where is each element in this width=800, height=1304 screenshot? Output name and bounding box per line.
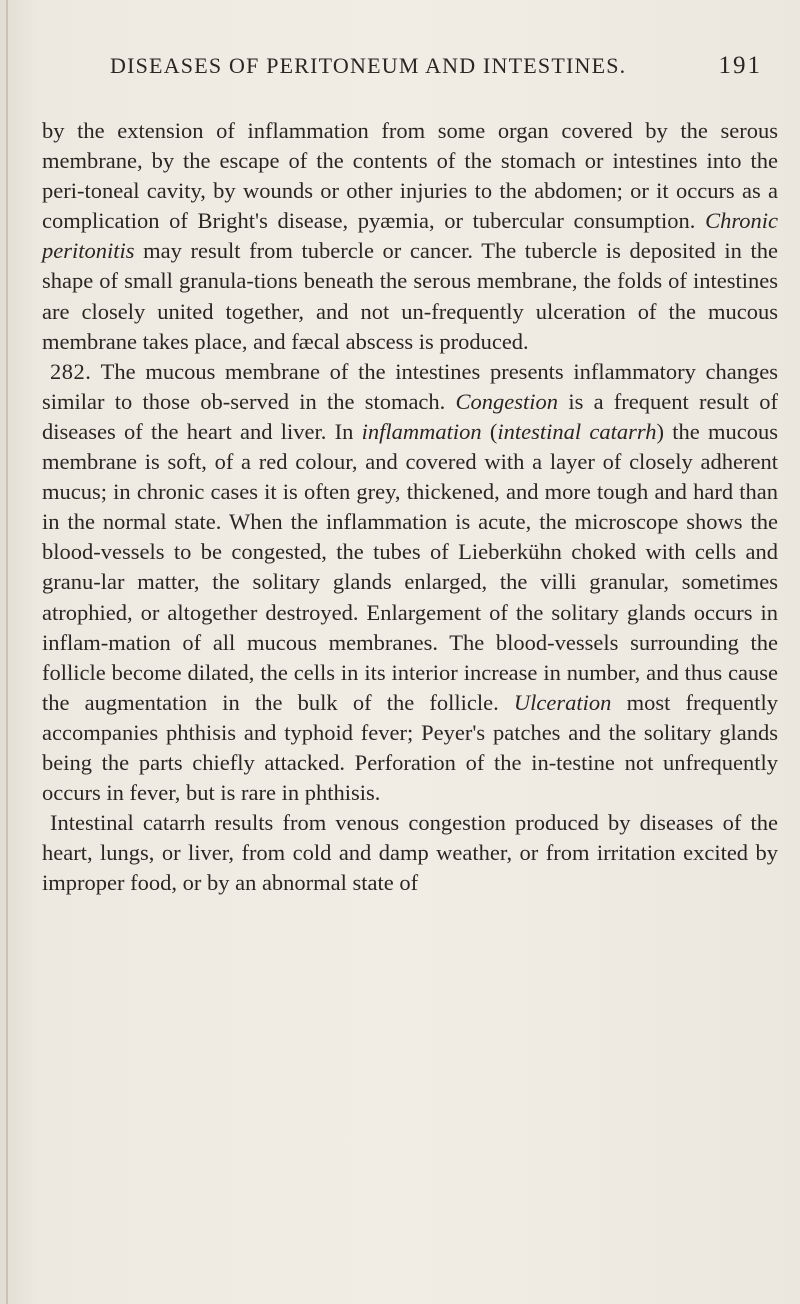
- paragraph-2-text-b: is a frequent result of diseases of the heart and liver. In: [42, 388, 778, 444]
- term-congestion: Congestion: [455, 388, 559, 414]
- paragraph-1-text-b: may result from tubercle or cancer. The tubercle is deposited in the shape of small granula-tions beneath the serous membrane, the folds of intestines are closely united together, and not un-frequently ulceration of the mucous membrane takes place, and fæcal abscess is produced.: [42, 238, 778, 354]
- paragraph-2-text-a: The mucous membrane of the intestines presents inflammatory changes similar to those ob-served in the stomach.: [42, 358, 778, 414]
- paragraph-2-text-e: most frequently accompanies phthisis and typhoid fever; Peyer's patches and the solitary glands being the parts chiefly attacked. Perforation of the in-testine not unfrequently occurs in fever, but is rare in phthisis.: [42, 689, 778, 806]
- section-number: 282.: [50, 358, 92, 384]
- page-edge-line: [6, 0, 8, 1304]
- term-chronic-peritonitis: Chronic peritonitis: [42, 208, 778, 264]
- page-number: 191: [718, 52, 762, 79]
- paragraph-3-text: Intestinal catarrh results from venous congestion produced by diseases of the heart, lungs, or liver, from cold and damp weather, or from irritation excited by improper food, or by an abnormal state of: [42, 810, 778, 896]
- paragraph-2-text-d: ) the mucous membrane is soft, of a red colour, and covered with a layer of closely adherent mucus; in chronic cases it is often grey, thickened, and more tough and hard than in the normal state. When the inflammation is acute, the microscope shows the blood-vessels to be congested, the tubes of Lieberkühn choked with cells and granu-lar matter, the solitary glands enlarged, the villi granular, sometimes atrophied, or altogether destroyed. Enlargement of the solitary glands occurs in inflam-mation of all mucous membranes. The blood-vessels surrounding the follicle become dilated, the cells in its interior increase in number, and thus cause the augmentation in the bulk of the follicle.: [42, 418, 778, 715]
- running-head-title: DISEASES OF PERITONEUM AND INTESTINES.: [110, 53, 627, 78]
- paragraph-1: [42, 116, 778, 357]
- running-head: [110, 52, 762, 80]
- paragraph-2: [42, 357, 778, 808]
- paragraph-2-text-c: (: [481, 418, 498, 444]
- body-text: [42, 116, 778, 898]
- term-intestinal-catarrh: intestinal catarrh: [497, 418, 657, 444]
- paragraph-1-text-a: by the extension of inflammation from some organ covered by the serous membrane, by the escape of the contents of the stomach or intestines into the peri-toneal cavity, by wounds or other injuries to the abdomen; or it occurs as a complication of Bright's disease, pyæmia, or tubercular consumption.: [42, 118, 778, 234]
- term-ulceration: Ulceration: [513, 689, 612, 715]
- term-inflammation: inflammation: [361, 418, 482, 444]
- paragraph-3: [42, 808, 778, 898]
